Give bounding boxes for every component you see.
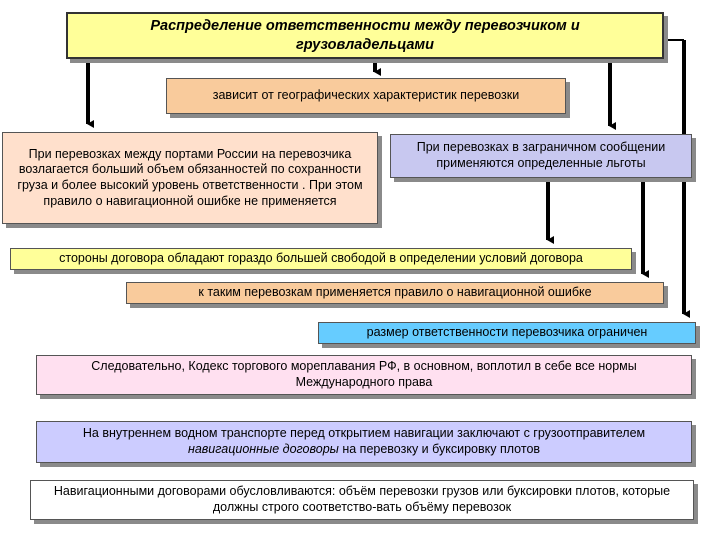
- foreign-transport-box: [390, 134, 692, 178]
- inland-water-part1: На внутреннем водном транспорте перед открытием навигации заключают с грузоотправителем: [82, 426, 646, 441]
- domestic-ports-text: При перевозках между портами России на перевозчика возлагается больший объем обязанностей по сохранности груза и более высокий уровень ответственности . При этом правило о навигационной ошибке не применяется: [17, 146, 363, 208]
- navigation-error-text: к таким перевозкам применяется правило о навигационной ошибке: [198, 285, 592, 300]
- maritime-code-text: Следовательно, Кодекс торгового мореплавания РФ, в основном, воплотил в себе все нормы Международного права: [91, 359, 637, 389]
- title-text: Распределение ответственности между перевозчиком и грузовладельцами: [150, 18, 580, 53]
- inland-water-part2: на перевозку и буксировку плотов: [342, 442, 541, 456]
- geography-text: зависит от географических характеристик перевозки: [212, 88, 520, 103]
- navigation-contracts-box: [30, 480, 694, 520]
- geography-box: [166, 78, 566, 114]
- navigation-contracts-text: Навигационными договорами обусловливаются: объём перевозки грузов или буксировки плотов, которые должны строго соответство-вать объёму перевозок: [53, 484, 671, 514]
- liability-limit-text: размер ответственности перевозчика ограничен: [366, 325, 648, 340]
- maritime-code-box: [36, 355, 692, 395]
- title-box: [66, 12, 664, 59]
- inland-water-text: [51, 426, 677, 457]
- liability-limit-box: [318, 322, 696, 344]
- domestic-ports-box: [2, 132, 378, 224]
- inland-water-emphasis: навигационные договоры: [187, 442, 339, 456]
- contract-parties-text: стороны договора обладают гораздо большей свободой в определении условий договора: [59, 251, 583, 266]
- contract-parties-box: [10, 248, 632, 270]
- foreign-transport-text: При перевозках в заграничном сообщении применяются определенные льготы: [416, 140, 666, 170]
- inland-water-box: [36, 421, 692, 463]
- navigation-error-box: [126, 282, 664, 304]
